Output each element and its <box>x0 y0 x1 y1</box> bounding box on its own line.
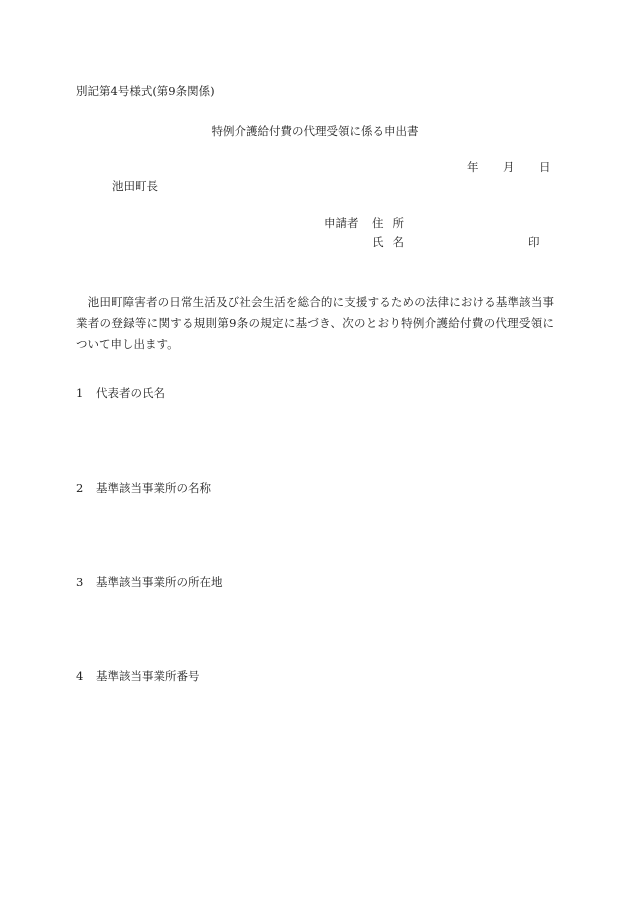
seal-mark: 印 <box>528 235 540 249</box>
item-representative-name <box>76 387 165 401</box>
name-label: 氏名 <box>372 235 413 249</box>
body-paragraph <box>76 292 554 355</box>
item-label: 基準該当事業所番号 <box>96 669 200 683</box>
date-month-label: 月 <box>503 160 515 174</box>
document-title: 特例介護給付費の代理受領に係る申出書 <box>211 124 419 138</box>
item-facility-number <box>76 670 200 684</box>
item-label: 代表者の氏名 <box>96 386 165 400</box>
item-facility-address <box>76 576 223 590</box>
item-label: 基準該当事業所の所在地 <box>96 575 223 589</box>
item-number: 1 <box>76 386 84 400</box>
form-reference: 別記第4号様式(第9条関係) <box>76 84 215 98</box>
applicant-label: 申請者 <box>324 216 359 230</box>
item-facility-name <box>76 482 211 496</box>
addressee: 池田町長 <box>112 179 158 193</box>
item-label: 基準該当事業所の名称 <box>96 481 211 495</box>
item-number: 3 <box>76 575 84 589</box>
item-number: 2 <box>76 481 84 495</box>
date-year-label: 年 <box>467 160 479 174</box>
address-label: 住所 <box>372 216 413 230</box>
date-day-label: 日 <box>539 160 551 174</box>
body-text: 池田町障害者の日常生活及び社会生活を総合的に支援するための法律における基準該当事業者の登録等に関する規則第9条の規定に基づき、次のとおり特例介護給付費の代理受領について申し出ます。 <box>76 295 555 351</box>
item-number: 4 <box>76 669 84 683</box>
